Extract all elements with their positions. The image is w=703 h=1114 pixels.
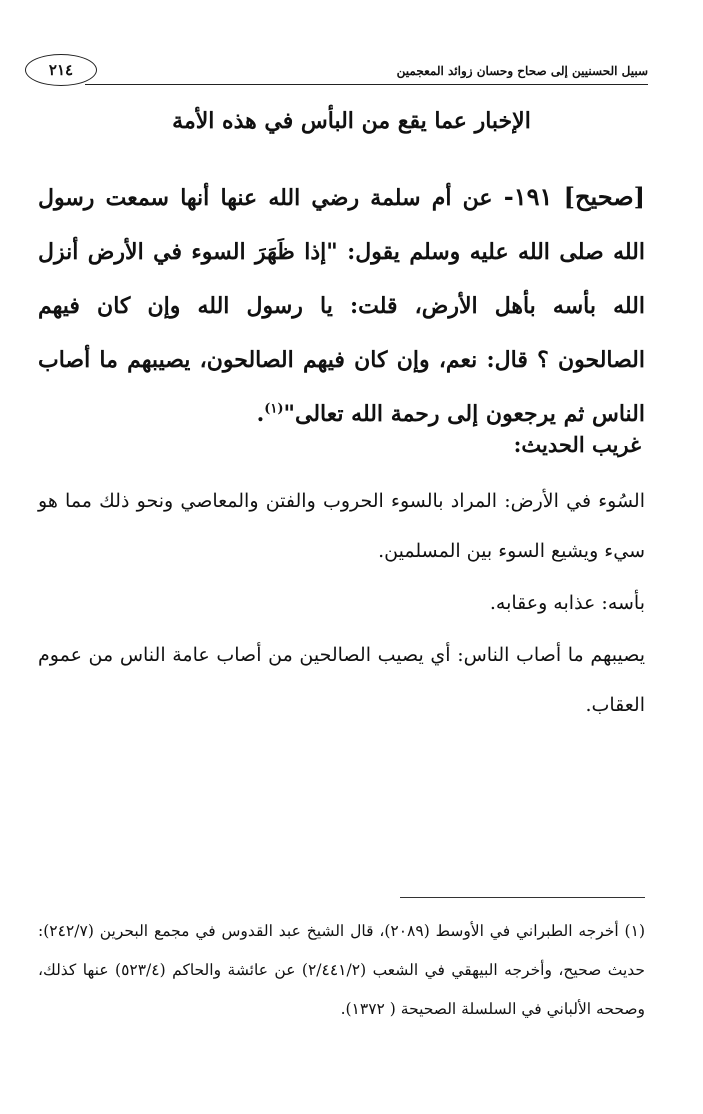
- section-title: الإخبار عما يقع من البأس في هذه الأمة: [172, 108, 531, 134]
- running-title: سبيل الحسنيين إلى صحاح وحسان زوائد المعجمين: [396, 64, 648, 78]
- page-number: ٢١٤: [48, 61, 74, 79]
- gharib-explanations: [38, 476, 645, 732]
- footnote-divider: [400, 897, 645, 898]
- hadith-paragraph: [38, 170, 645, 441]
- hadith-end-mark: .: [256, 401, 265, 427]
- explanation-item: بأسه: عذابه وعقابه.: [489, 592, 645, 614]
- footnote-reference[interactable]: (١): [264, 401, 284, 417]
- footnote: (١) أخرجه الطبراني في الأوسط (٢٠٨٩)، قال الشيخ عبد القدوس في مجمع البحرين (٢٤٢/٧): حديث صحيح، وأخرجه البيهقي في الشعب (٢/٤٤١/٢) عن عائشة والحاكم (٥٢٣/٤) عنها كذلك، وصححه الألباني في السلسلة الصحيحة ( ١٣٧٢).: [38, 922, 645, 1018]
- hadith-grade: [صحيح]: [563, 182, 645, 211]
- hadith-number: ١٩١-: [503, 182, 553, 211]
- page-header: [25, 50, 648, 92]
- header-divider: [85, 84, 648, 85]
- explanation-item: السُوء في الأرض: المراد بالسوء الحروب والفتن والمعاصي ونحو ذلك مما هو سيء ويشيع السوء بين المسلمين.: [38, 490, 645, 562]
- page-number-badge: [25, 54, 97, 86]
- explanation-item: يصيبهم ما أصاب الناس: أي يصيب الصالحين من أصاب عامة الناس من عموم العقاب.: [38, 644, 645, 716]
- hadith-text: عن أم سلمة رضي الله عنها أنها سمعت رسول الله صلى الله عليه وسلم يقول: "إذا ظَهَرَ السوء في الأرض أنزل الله بأسه بأهل الأرض، قلت: يا رسول الله وإن كان فيهم الصالحون ؟ قال: نعم، وإن كان فيهم الصالحون، يصيبهم ما أصاب الناس ثم يرجعون إلى رحمة الله تعالى": [38, 185, 645, 427]
- gharib-heading: غريب الحديث:: [513, 432, 641, 457]
